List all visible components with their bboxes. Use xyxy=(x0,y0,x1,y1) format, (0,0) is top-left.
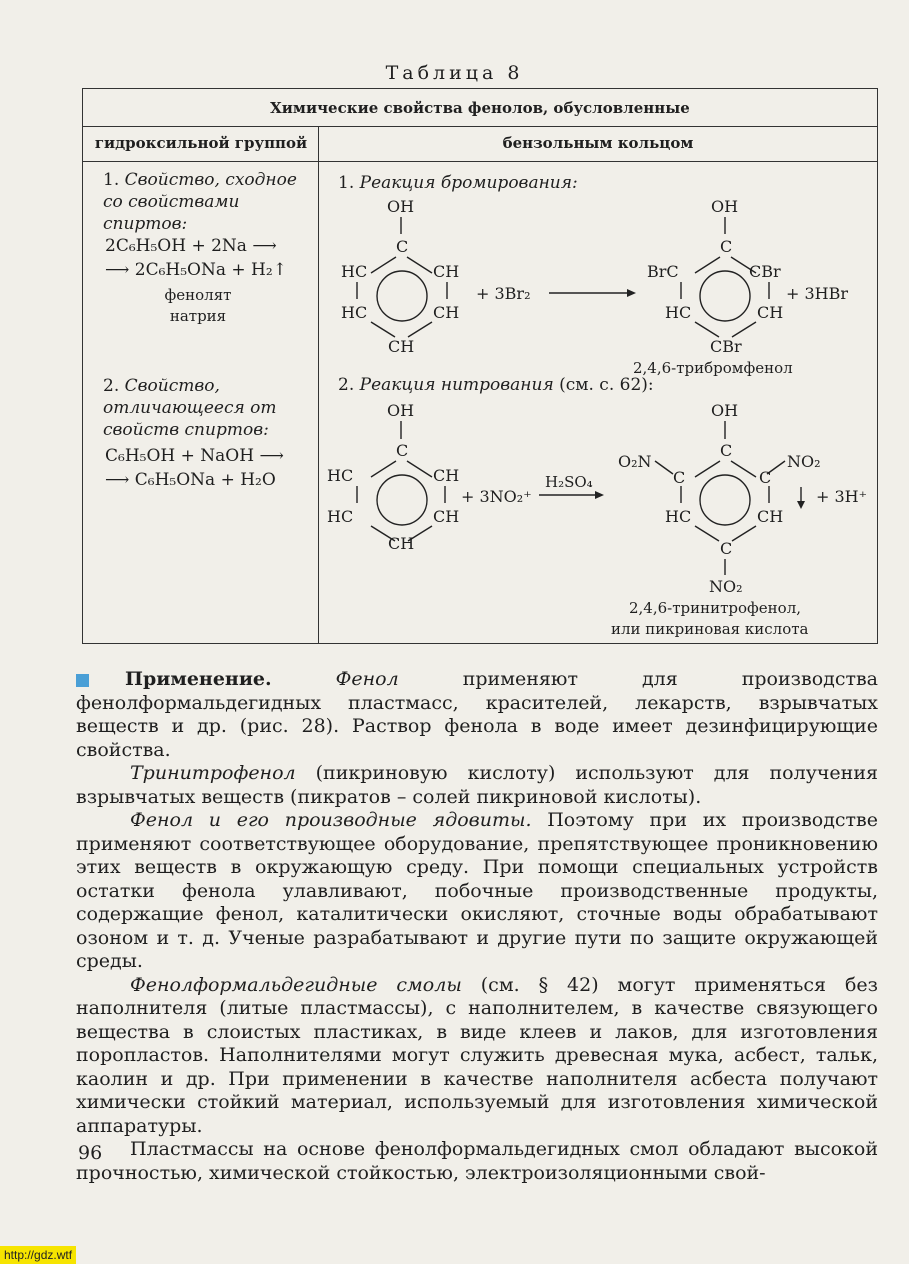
left-item-1-text: Свойство, сходное со свойствами спиртов: xyxy=(103,170,297,234)
reaction-1-byproduct: + 3HBr xyxy=(786,284,849,303)
c-label: C xyxy=(759,468,772,487)
ch-label: CH xyxy=(433,507,460,526)
reaction-1-name: Реакция бромирования: xyxy=(359,173,578,193)
p2-text: (пикриновую кислоту) используют для получения взрывчатых веществ (пикратов – солей пикриновой кислоты). xyxy=(76,762,878,808)
c-label: C xyxy=(396,441,409,460)
oh-label: OH xyxy=(387,197,415,216)
phenol-structure-2 xyxy=(327,401,459,553)
reaction-2-product-name-2: или пикриновая кислота xyxy=(611,620,809,638)
paragraph-5: Пластмассы на основе фенолформальдегидных смол обладают высокой прочностью, химической стойкостью, электроизоляционными свой- xyxy=(76,1138,878,1184)
no2-label: NO₂ xyxy=(787,452,821,471)
aromatic-ring xyxy=(377,475,427,525)
paragraph-1 xyxy=(76,668,878,762)
reaction-2-name: Реакция нитрования xyxy=(359,375,554,395)
hc-label: HC xyxy=(327,507,354,526)
left-eq-1a: 2C₆H₅OH + 2Na ⟶ xyxy=(105,236,277,256)
left-item-1-num: 1. xyxy=(103,170,120,190)
tribromophenol-structure xyxy=(647,197,783,356)
p1-text: применяют для производства фенолформальдегидных пластмасс, красителей, лекарств, взрывчатых веществ и др. (рис. 28). Раствор фенола в воде имеет дезинфицирующие свойства. xyxy=(76,668,879,761)
p3-text: Поэтому при их производстве применяют соответствующее оборудование, препятствующее проникновению этих веществ в окружающую среду. При помощи специальных устройств остатки фенола улавливают, побочные производственные продукты, содержащие фенол, каталитически окисляют, сточные воды обрабатывают озоном и т. д. Ученые разрабатывают и другие пути по защите окружающей среды. xyxy=(76,809,878,972)
chemical-structures xyxy=(83,89,877,643)
hc-label: HC xyxy=(341,262,368,281)
col-header-left: гидроксильной группой xyxy=(94,134,308,152)
reaction-2-product-name-1: 2,4,6-тринитрофенол, xyxy=(629,599,802,617)
c-label: C xyxy=(720,237,733,256)
left-item-2-num: 2. xyxy=(103,376,120,396)
c-label: C xyxy=(396,237,409,256)
c-label: C xyxy=(673,468,686,487)
no2-label: NO₂ xyxy=(709,577,743,596)
left-eq-1b: ⟶ 2C₆H₅ONa + H₂↑ xyxy=(105,260,287,280)
aromatic-ring xyxy=(700,271,750,321)
ch-label: CH xyxy=(433,303,460,322)
p1-italic: Фенол xyxy=(335,668,399,690)
page-number: 96 xyxy=(78,1142,103,1164)
brc-label: BrC xyxy=(647,262,679,281)
ch-label: CH xyxy=(388,337,415,356)
ch-label: CH xyxy=(433,262,460,281)
chemistry-table xyxy=(82,88,878,644)
p4-italic: Фенолформальдегидные смолы xyxy=(130,973,462,996)
paragraph-2 xyxy=(76,762,878,809)
reaction-2-num: 2. xyxy=(338,375,355,395)
ch-label: CH xyxy=(433,466,460,485)
table-header-main: Химические свойства фенолов, обусловленные xyxy=(270,99,690,117)
left-eq-2b: ⟶ C₆H₅ONa + H₂O xyxy=(105,470,276,490)
o2n-label: O₂N xyxy=(618,452,652,471)
ch-label: CH xyxy=(757,303,784,322)
oh-label: OH xyxy=(387,401,415,420)
ch-label: CH xyxy=(757,507,784,526)
hc-label: HC xyxy=(327,466,354,485)
hc-label: HC xyxy=(665,507,692,526)
aromatic-ring xyxy=(377,271,427,321)
reaction-2-ref: (см. с. 62): xyxy=(559,375,654,395)
reaction-1-product-name: 2,4,6-трибромфенол xyxy=(633,359,793,377)
paragraph-3 xyxy=(76,809,878,974)
section-heading: Применение. xyxy=(125,668,272,690)
oh-label: OH xyxy=(711,401,739,420)
left-eq-2a: C₆H₅OH + NaOH ⟶ xyxy=(105,446,284,466)
reaction-2-reagent: + 3NO₂⁺ xyxy=(461,487,532,506)
watermark: http://gdz.wtf xyxy=(0,1246,76,1264)
oh-label: OH xyxy=(711,197,739,216)
reaction-1-reagent: + 3Br₂ xyxy=(476,284,531,303)
c-label: C xyxy=(720,539,733,558)
left-product-1: фенолят натрия xyxy=(164,286,232,325)
ch-label: CH xyxy=(388,534,415,553)
hc-label: HC xyxy=(665,303,692,322)
aromatic-ring xyxy=(700,475,750,525)
reaction-1-num: 1. xyxy=(338,173,355,193)
col-header-right: бензольным кольцом xyxy=(502,134,694,152)
c-label: C xyxy=(720,441,733,460)
left-item-2-text: Свойство, отличающееся от свойств спиртов: xyxy=(103,376,277,440)
reaction-2-catalyst: H₂SO₄ xyxy=(545,473,593,491)
body-text xyxy=(76,668,878,1185)
phenol-structure-1 xyxy=(341,197,459,356)
hc-label: HC xyxy=(341,303,368,322)
p4-text: (см. § 42) могут применяться без наполнителя (литые пластмассы), с наполнителем, в качестве связующего вещества в слоистых пластиках, в виде клеев и лаков, для изготовления поропластов. Наполнителями могут служить древесная мука, асбест, тальк, каолин и др. При применении в качестве наполнителя асбеста получают химически стойкий материал, используемый для изготовления химической аппаратуры. xyxy=(76,973,878,1137)
p3-italic: Фенол и его производные ядовиты. xyxy=(130,809,532,831)
table-caption: Таблица 8 xyxy=(385,62,524,84)
p2-italic: Тринитрофенол xyxy=(130,762,296,784)
square-bullet-icon xyxy=(76,674,89,687)
paragraph-4 xyxy=(76,974,878,1139)
trinitrophenol-structure xyxy=(618,401,821,596)
cbr-label: CBr xyxy=(749,262,781,281)
cbr-label: CBr xyxy=(710,337,742,356)
reaction-2-byproduct: + 3H⁺ xyxy=(816,487,868,506)
